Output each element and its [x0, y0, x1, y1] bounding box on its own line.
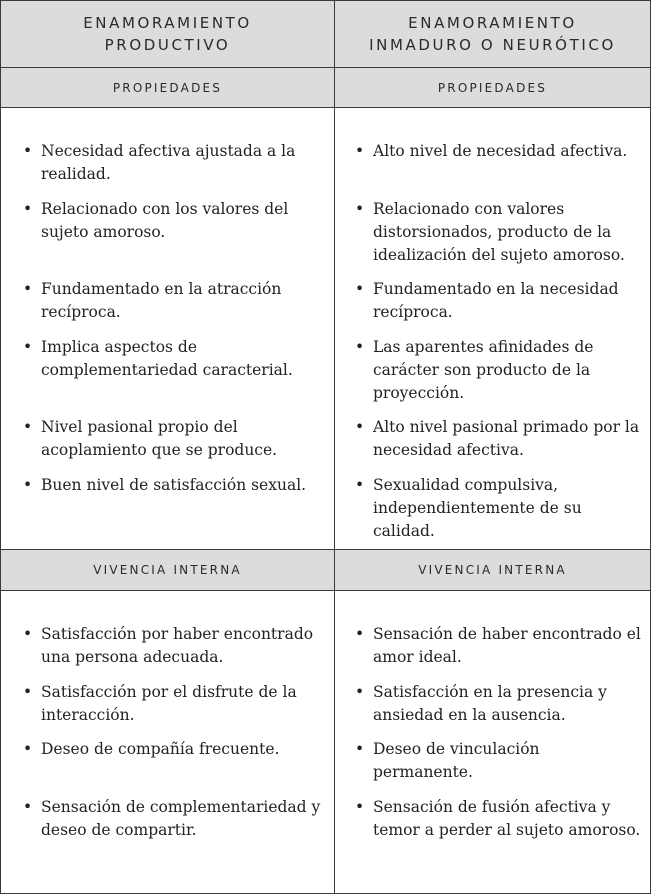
section-title-properties-left: PROPIEDADES	[112, 80, 223, 95]
list-item: • Las aparentes afinidades de carácter son producto de la proyección.	[355, 338, 594, 402]
list-item: • Alto nivel de necesidad afectiva.	[355, 142, 628, 160]
list-item: • Satisfacción por haber encontrado una persona adecuada.	[23, 625, 314, 666]
divider	[1, 107, 650, 108]
list-item: • Fundamentado en la atracción recíproca.	[23, 280, 282, 321]
divider	[1, 590, 650, 591]
list-item: • Relacionado con los valores del sujeto amoroso.	[23, 200, 289, 241]
header-immature: ENAMORAMIENTO INMADURO O NEURÓTICO	[369, 14, 616, 54]
list-item: • Deseo de compañía frecuente.	[23, 740, 280, 758]
section-title-internal-right: VIVENCIA INTERNA	[418, 563, 567, 577]
list-item: • Necesidad afectiva ajustada a la realidad.	[23, 142, 296, 183]
list-item: • Sensación de complementariedad y deseo de compartir.	[23, 798, 321, 839]
list-item: • Sensación de fusión afectiva y temor a perder al sujeto amoroso.	[355, 798, 641, 839]
section-title-internal-left: VIVENCIA INTERNA	[93, 563, 242, 577]
list-item: • Sexualidad compulsiva, independientemente de su calidad.	[355, 476, 582, 540]
list-item: • Nivel pasional propio del acoplamiento que se produce.	[23, 418, 278, 459]
list-item: • Satisfacción en la presencia y ansiedad en la ausencia.	[355, 683, 607, 724]
list-item: • Alto nivel pasional primado por la necesidad afectiva.	[355, 418, 640, 459]
section-title-properties-right: PROPIEDADES	[437, 80, 548, 95]
list-item: • Buen nivel de satisfacción sexual.	[23, 476, 307, 494]
list-item: • Relacionado con valores distorsionados, producto de la idealización del sujeto amoroso.	[355, 200, 625, 264]
list-item: • Satisfacción por el disfrute de la interacción.	[23, 683, 297, 724]
list-item: • Fundamentado en la necesidad recíproca.	[355, 280, 619, 321]
list-item: • Deseo de vinculación permanente.	[355, 740, 540, 781]
header-productive: ENAMORAMIENTO PRODUCTIVO	[83, 14, 252, 54]
column-divider	[334, 1, 335, 893]
list-item: • Sensación de haber encontrado el amor ideal.	[355, 625, 641, 666]
list-item: • Implica aspectos de complementariedad caracterial.	[23, 338, 293, 379]
